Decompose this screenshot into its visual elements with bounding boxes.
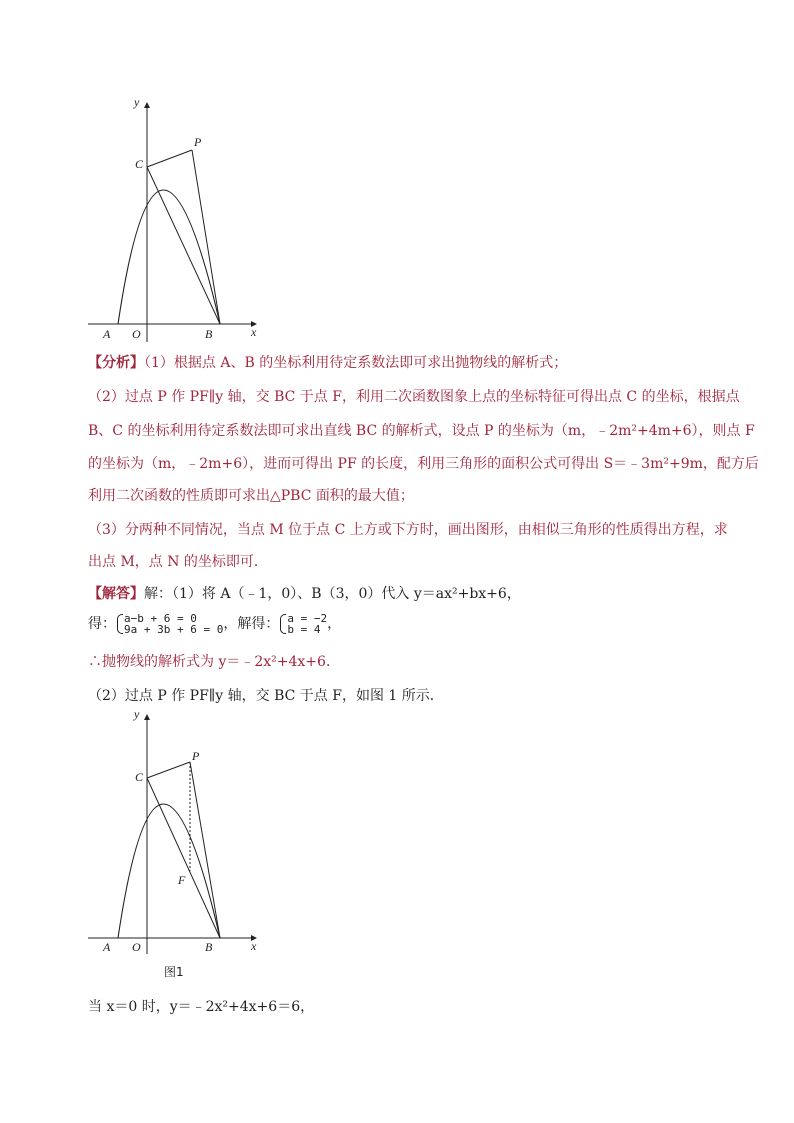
segment-PB [190, 762, 220, 938]
parabola-curve [118, 190, 220, 324]
parabola-diagram-1 [88, 92, 268, 344]
label-B: B [205, 327, 213, 341]
label-C: C [135, 157, 144, 171]
tail-line-1: 当 x＝0 时，y＝﹣2x²+4x+6＝6， [88, 999, 315, 1015]
segment-CB [147, 167, 220, 324]
analysis-tag: 【分析】 [88, 355, 144, 371]
y-axis-arrow-icon [144, 102, 150, 108]
eq1-row-2: 9a + 3b + 6 = 0 [124, 623, 224, 636]
label-O: O [132, 327, 141, 341]
analysis-line-4: 的坐标为（m，﹣2m+6），进而可得出 PF 的长度，利用三角形的面积公式可得出 S＝﹣3m²+9m，配方后 [88, 456, 759, 472]
segment-PB [192, 150, 220, 324]
y-axis-arrow-icon [144, 714, 150, 720]
analysis-line-1 [88, 353, 567, 373]
eq2-row-2: b = 4 [287, 623, 321, 636]
segment-CP [147, 762, 190, 778]
label-B: B [205, 940, 213, 954]
answer-line-4: （2）过点 P 作 PF∥y 轴，交 BC 于点 F，如图 1 所示． [88, 688, 444, 704]
analysis-line-2: （2）过点 P 作 PF∥y 轴，交 BC 于点 F，利用二次函数图象上点的坐标特征可得出点 C 的坐标，根据点 [88, 389, 740, 405]
segment-CP [147, 150, 192, 167]
equation-system-1 [116, 613, 223, 635]
label-x: x [251, 939, 257, 953]
label-y: y [134, 707, 140, 721]
answer-suffix: ， [327, 616, 342, 632]
label-A: A [103, 940, 111, 954]
answer-line-1 [88, 584, 521, 604]
label-y: y [134, 95, 140, 109]
answer-line-2 [88, 610, 341, 638]
answer-tag: 【解答】 [88, 586, 144, 602]
figure-parabola-top [88, 92, 268, 344]
label-C: C [135, 770, 144, 784]
label-O: O [132, 940, 141, 954]
answer-mid: ，解得： [223, 616, 280, 632]
answer-line-3: ∴抛物线的解析式为 y＝﹣2x²+4x+6． [88, 654, 340, 670]
analysis-line-3: B、C 的坐标利用待定系数法即可求出直线 BC 的解析式，设点 P 的坐标为（m，﹣2m²+4m+6），则点 F [88, 423, 755, 439]
eq1-row-1: a−b + 6 = 0 [124, 612, 197, 625]
analysis-line-6: （3）分两种不同情况，当点 M 位于点 C 上方或下方时，画出图形，由相似三角形的性质得出方程，求 [88, 522, 728, 538]
figure-caption: 图1 [164, 965, 184, 979]
label-x: x [251, 325, 257, 339]
label-P: P [194, 135, 202, 149]
parabola-diagram-2 [88, 706, 268, 956]
analysis-text-1: （1）根据点 A、B 的坐标利用待定系数法即可求出抛物线的解析式； [144, 355, 568, 371]
parabola-curve [118, 804, 220, 938]
label-P: P [192, 749, 200, 763]
analysis-line-5: 利用二次函数的性质即可求出△PBC 面积的最大值； [88, 488, 414, 504]
answer-prefix: 得： [88, 616, 116, 632]
eq2-row-1: a = −2 [287, 612, 328, 625]
segment-CB [147, 778, 220, 938]
answer-text-1: 解：（1）将 A（﹣1，0）、B（3，0）代入 y＝ax²+bx+6， [144, 586, 521, 602]
equation-system-2 [279, 613, 327, 635]
label-A: A [103, 327, 111, 341]
label-F: F [178, 873, 186, 887]
analysis-line-7: 出点 M，点 N 的坐标即可． [88, 554, 268, 570]
figure-parabola-1 [88, 706, 268, 956]
